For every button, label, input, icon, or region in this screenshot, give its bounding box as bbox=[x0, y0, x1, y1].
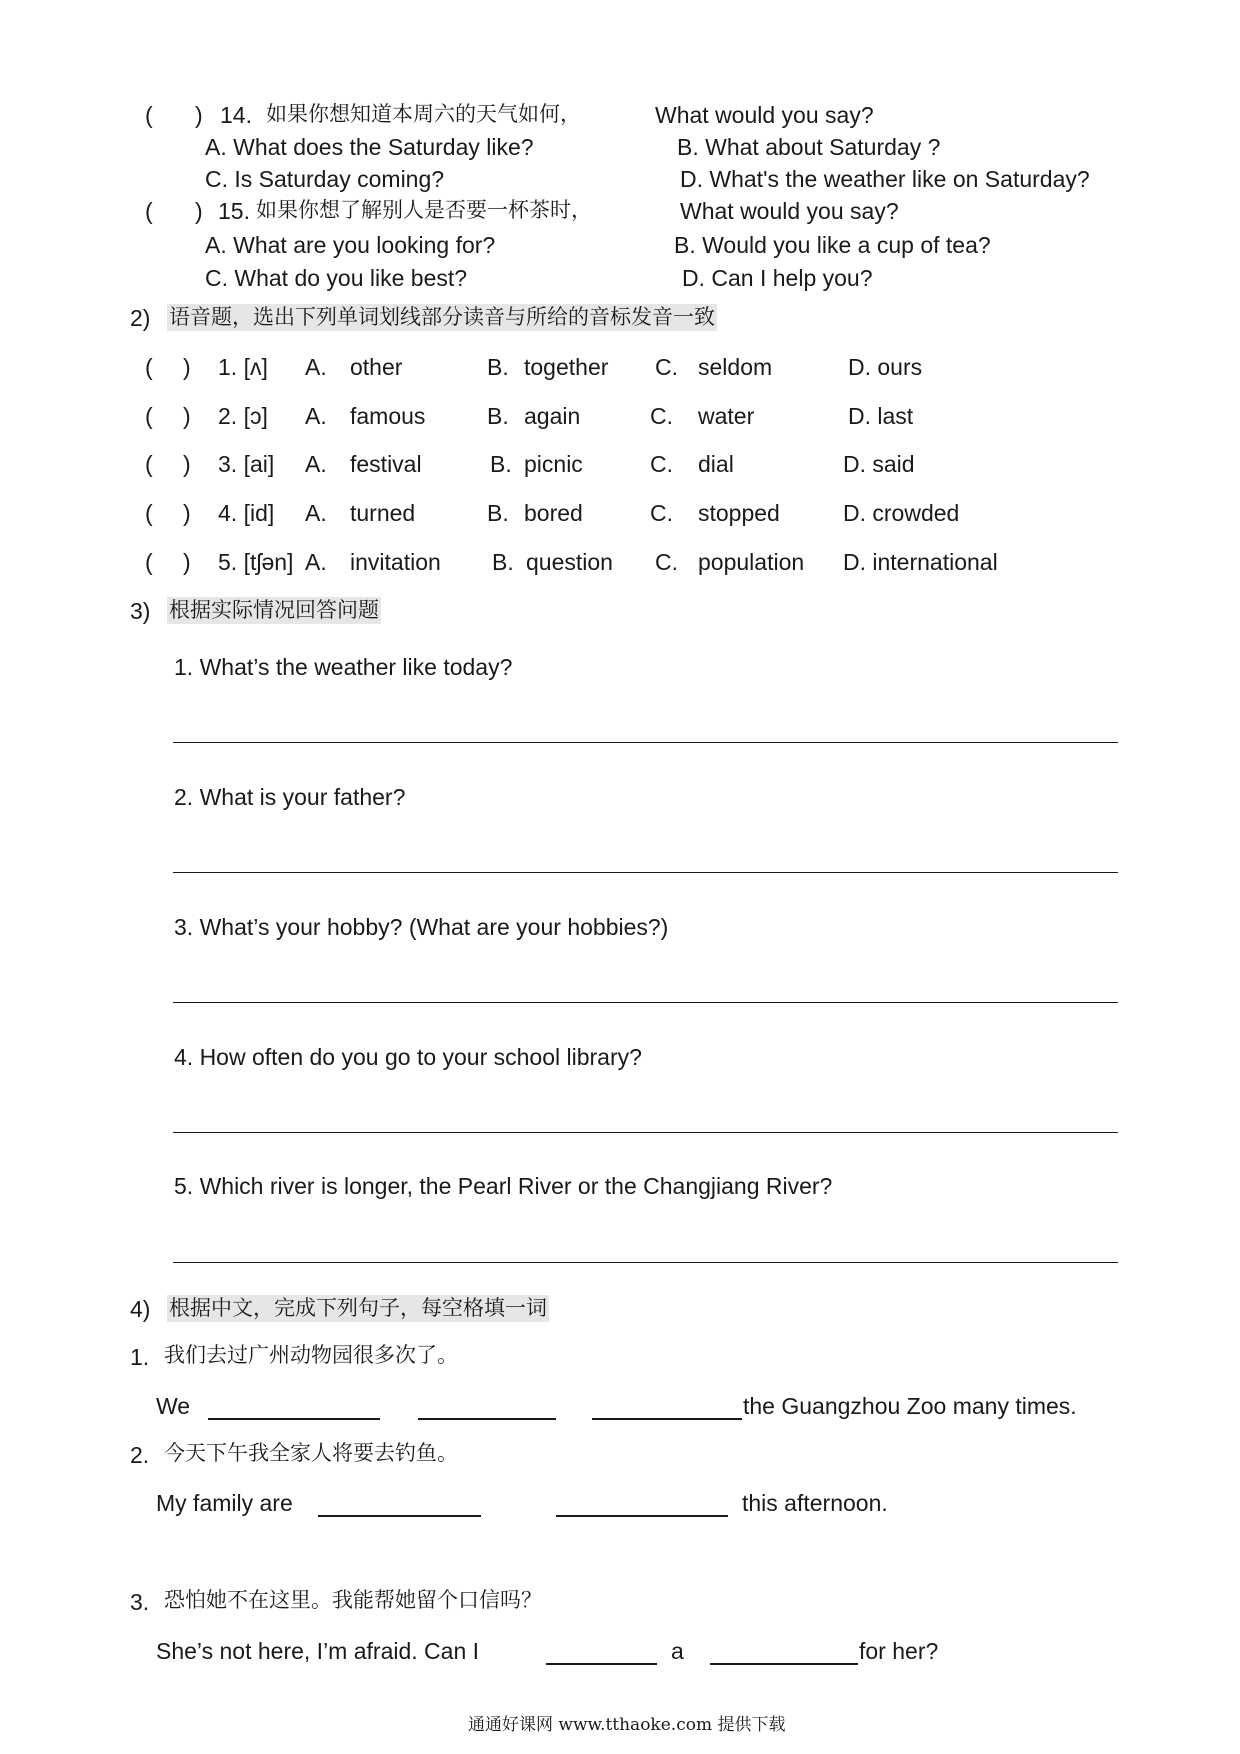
item-number: 3. bbox=[130, 1589, 150, 1615]
option-b-letter: B. bbox=[487, 403, 509, 429]
sentence-start: She’s not here, I’m afraid. Can I bbox=[156, 1638, 480, 1664]
section-3-title: 根据实际情况回答问题 bbox=[169, 598, 379, 622]
section-2-number: 2) bbox=[130, 305, 151, 331]
option-c-letter: C. bbox=[655, 354, 678, 380]
sentence-mid: a bbox=[671, 1638, 684, 1664]
fill-blank[interactable] bbox=[592, 1418, 742, 1420]
option-b-word: together bbox=[524, 354, 609, 380]
item-number: 2. bbox=[130, 1442, 150, 1468]
option-a: A. What are you looking for? bbox=[205, 232, 496, 258]
answer-paren-close: ) bbox=[195, 198, 203, 224]
answer-paren-close: ) bbox=[183, 500, 191, 526]
chinese-sentence: 今天下午我全家人将要去钓鱼。 bbox=[164, 1441, 458, 1465]
answer-paren-open: ( bbox=[145, 354, 153, 380]
answer-paren-close: ) bbox=[183, 403, 191, 429]
option-a-letter: A. bbox=[305, 451, 327, 477]
option-c-word: stopped bbox=[698, 500, 780, 526]
answer-paren-open: ( bbox=[145, 403, 153, 429]
question-prompt: 如果你想知道本周六的天气如何， bbox=[266, 102, 581, 126]
question-ask: What would you say? bbox=[680, 198, 899, 224]
answer-line[interactable] bbox=[173, 1132, 1118, 1133]
question-ask: What would you say? bbox=[655, 102, 874, 128]
section-2-title: 语音题，选出下列单词划线部分读音与所给的音标发音一致 bbox=[169, 305, 715, 329]
option-c-word: population bbox=[698, 549, 805, 575]
option-a-letter: A. bbox=[305, 354, 327, 380]
option-d: D. last bbox=[848, 403, 914, 429]
option-a-word: famous bbox=[350, 403, 426, 429]
item-number: 1. bbox=[130, 1344, 150, 1370]
fill-blank[interactable] bbox=[418, 1418, 556, 1420]
fill-blank[interactable] bbox=[208, 1418, 380, 1420]
section-4-title: 根据中文，完成下列句子，每空格填一词 bbox=[169, 1296, 547, 1320]
fill-blank[interactable] bbox=[546, 1663, 657, 1665]
answer-line[interactable] bbox=[173, 742, 1118, 743]
option-c-word: seldom bbox=[698, 354, 773, 380]
answer-paren-close: ) bbox=[183, 354, 191, 380]
answer-paren-open: ( bbox=[145, 102, 153, 128]
option-b-word: bored bbox=[524, 500, 583, 526]
answer-paren-open: ( bbox=[145, 198, 153, 224]
fill-blank[interactable] bbox=[556, 1515, 728, 1517]
fill-blank[interactable] bbox=[710, 1663, 858, 1665]
answer-line[interactable] bbox=[173, 1262, 1118, 1263]
option-c-word: water bbox=[698, 403, 755, 429]
option-b-letter: B. bbox=[487, 354, 509, 380]
answer-paren-open: ( bbox=[145, 451, 153, 477]
question-number: 14. bbox=[220, 102, 252, 128]
option-d: D. Can I help you? bbox=[682, 265, 873, 291]
question-prompt: 如果你想了解别人是否要一杯茶时， bbox=[256, 198, 592, 222]
option-c: C. What do you like best? bbox=[205, 265, 468, 291]
option-b-word: picnic bbox=[524, 451, 583, 477]
section-3-number: 3) bbox=[130, 598, 151, 624]
phonetic-item: 4. [id] bbox=[218, 500, 275, 526]
phonetic-item: 5. [tʃən] bbox=[218, 549, 294, 575]
option-c-letter: C. bbox=[655, 549, 678, 575]
question-number: 15. bbox=[218, 198, 250, 224]
sentence-end: this afternoon. bbox=[742, 1490, 888, 1516]
option-b: B. Would you like a cup of tea? bbox=[674, 232, 991, 258]
option-b-letter: B. bbox=[490, 451, 512, 477]
phonetic-item: 2. [ɔ] bbox=[218, 403, 268, 429]
answer-paren-open: ( bbox=[145, 500, 153, 526]
option-a-word: other bbox=[350, 354, 403, 380]
option-d: D. international bbox=[843, 549, 998, 575]
option-d: D. said bbox=[843, 451, 915, 477]
phonetic-item: 3. [ai] bbox=[218, 451, 275, 477]
sentence-start: My family are bbox=[156, 1490, 293, 1516]
chinese-sentence: 恐怕她不在这里。我能帮她留个口信吗？ bbox=[164, 1588, 542, 1612]
page-footer: 通通好课网 www.tthaoke.com 提供下载 bbox=[468, 1715, 786, 1735]
option-b-letter: B. bbox=[492, 549, 514, 575]
answer-paren-close: ) bbox=[195, 102, 203, 128]
answer-line[interactable] bbox=[173, 1002, 1118, 1003]
option-a-letter: A. bbox=[305, 500, 327, 526]
open-question: 2. What is your father? bbox=[174, 784, 406, 810]
answer-paren-open: ( bbox=[145, 549, 153, 575]
option-b-word: question bbox=[526, 549, 613, 575]
chinese-sentence: 我们去过广州动物园很多次了。 bbox=[164, 1343, 458, 1367]
sentence-start: We bbox=[156, 1393, 191, 1419]
option-d: D. ours bbox=[848, 354, 923, 380]
option-c-letter: C. bbox=[650, 451, 673, 477]
open-question: 4. How often do you go to your school library? bbox=[174, 1044, 642, 1070]
option-a: A. What does the Saturday like? bbox=[205, 134, 534, 160]
fill-blank[interactable] bbox=[318, 1515, 481, 1517]
answer-paren-close: ) bbox=[183, 549, 191, 575]
option-a-word: festival bbox=[350, 451, 422, 477]
option-a-word: invitation bbox=[350, 549, 441, 575]
option-d: D. What's the weather like on Saturday? bbox=[680, 166, 1090, 192]
option-c-word: dial bbox=[698, 451, 734, 477]
open-question: 3. What’s your hobby? (What are your hobbies?) bbox=[174, 914, 669, 940]
option-a-letter: A. bbox=[305, 549, 327, 575]
answer-paren-close: ) bbox=[183, 451, 191, 477]
answer-line[interactable] bbox=[173, 872, 1118, 873]
option-b-word: again bbox=[524, 403, 581, 429]
sentence-end: for her? bbox=[859, 1638, 939, 1664]
open-question: 1. What’s the weather like today? bbox=[174, 654, 513, 680]
option-d: D. crowded bbox=[843, 500, 960, 526]
option-c-letter: C. bbox=[650, 403, 673, 429]
option-c-letter: C. bbox=[650, 500, 673, 526]
option-c: C. Is Saturday coming? bbox=[205, 166, 445, 192]
open-question: 5. Which river is longer, the Pearl River or the Changjiang River? bbox=[174, 1173, 833, 1199]
section-4-number: 4) bbox=[130, 1296, 151, 1322]
option-b-letter: B. bbox=[487, 500, 509, 526]
option-a-word: turned bbox=[350, 500, 416, 526]
sentence-end: the Guangzhou Zoo many times. bbox=[743, 1393, 1077, 1419]
phonetic-item: 1. [ʌ] bbox=[218, 354, 268, 380]
option-a-letter: A. bbox=[305, 403, 327, 429]
option-b: B. What about Saturday ? bbox=[677, 134, 941, 160]
